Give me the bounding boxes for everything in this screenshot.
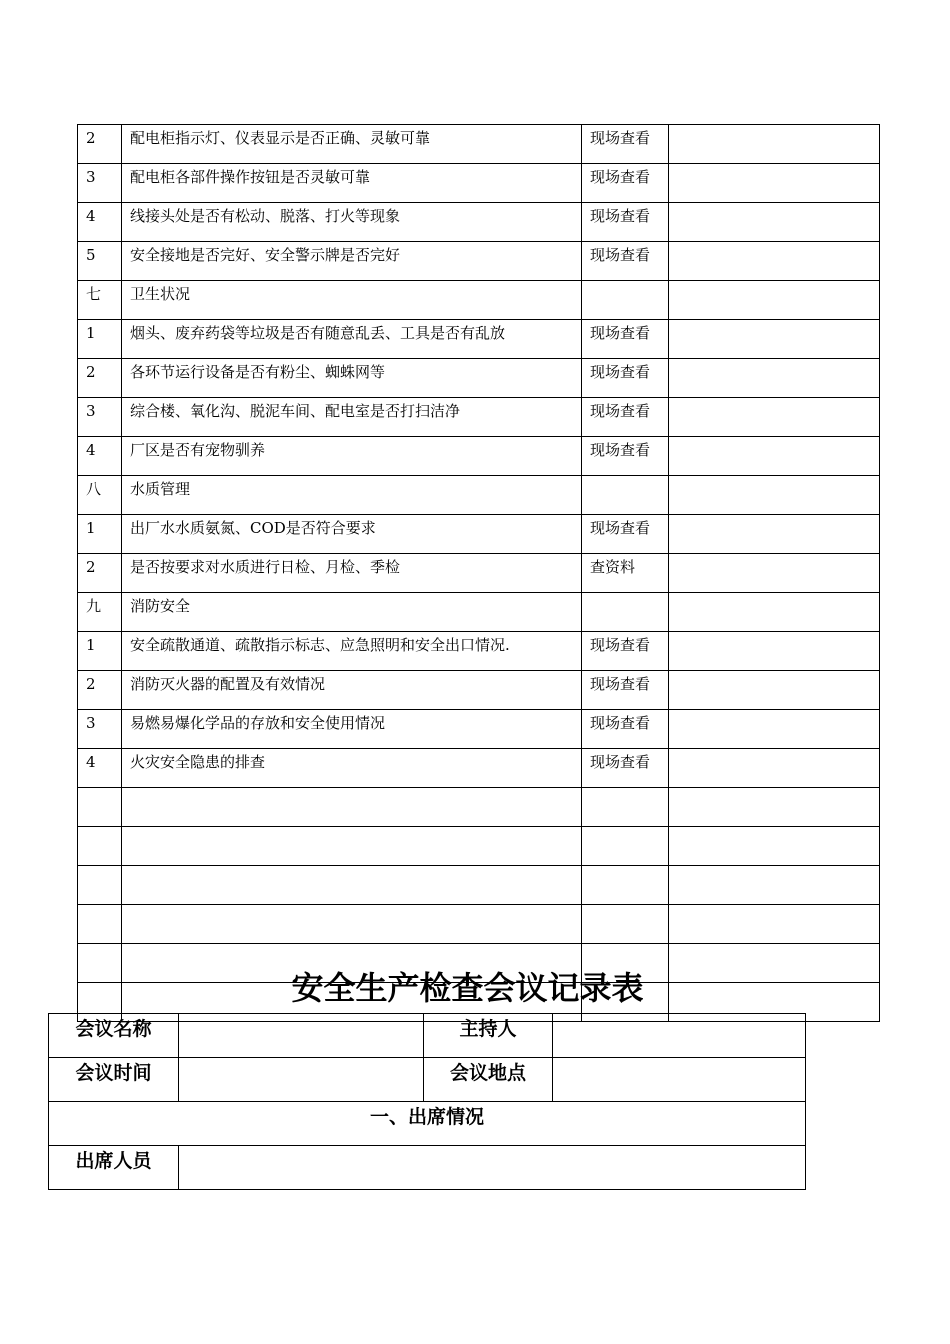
inspection-method: 现场查看: [582, 242, 669, 281]
inspection-method: 现场查看: [582, 359, 669, 398]
inspection-item: 出厂水水质氨氮、COD是否符合要求: [122, 515, 582, 554]
row-number: 3: [78, 710, 122, 749]
inspection-method: 现场查看: [582, 398, 669, 437]
meeting-row-time-place: [49, 1058, 806, 1102]
host-field[interactable]: [553, 1014, 806, 1058]
inspection-method: 现场查看: [582, 164, 669, 203]
row-number: 七: [78, 281, 122, 320]
row-number: 九: [78, 593, 122, 632]
inspection-result-cell[interactable]: [669, 905, 880, 944]
inspection-result-cell[interactable]: [669, 554, 880, 593]
inspection-item: 消防灭火器的配置及有效情况: [122, 671, 582, 710]
attendance-section-heading: 一、出席情况: [49, 1102, 806, 1146]
row-number: 3: [78, 164, 122, 203]
inspection-result-cell[interactable]: [669, 671, 880, 710]
table-row: [78, 749, 880, 788]
inspection-method: 现场查看: [582, 515, 669, 554]
table-row: [78, 788, 880, 827]
row-number: 1: [78, 632, 122, 671]
inspection-method: [582, 827, 669, 866]
inspection-result-cell[interactable]: [669, 164, 880, 203]
table-row: [78, 437, 880, 476]
row-number: 4: [78, 203, 122, 242]
checklist-body: [78, 125, 880, 1022]
meeting-name-label: 会议名称: [49, 1014, 179, 1058]
table-row: [78, 203, 880, 242]
row-number: 八: [78, 476, 122, 515]
table-row: [78, 827, 880, 866]
table-row: [78, 905, 880, 944]
inspection-method: 现场查看: [582, 710, 669, 749]
attendees-field[interactable]: [179, 1146, 806, 1190]
table-row: [78, 164, 880, 203]
inspection-item: 烟头、废弃药袋等垃圾是否有随意乱丢、工具是否有乱放: [122, 320, 582, 359]
inspection-checklist-table: [77, 124, 880, 1022]
attendees-row: [49, 1146, 806, 1190]
inspection-result-cell[interactable]: [669, 437, 880, 476]
table-row: [78, 281, 880, 320]
row-number: [78, 788, 122, 827]
inspection-item: 配电柜各部件操作按钮是否灵敏可靠: [122, 164, 582, 203]
table-row: [78, 242, 880, 281]
table-row: [78, 515, 880, 554]
inspection-method: [582, 905, 669, 944]
inspection-item: 易燃易爆化学品的存放和安全使用情况: [122, 710, 582, 749]
table-row: [78, 593, 880, 632]
inspection-item: 安全接地是否完好、安全警示牌是否完好: [122, 242, 582, 281]
inspection-item: 是否按要求对水质进行日检、月检、季检: [122, 554, 582, 593]
inspection-item: 消防安全: [122, 593, 582, 632]
inspection-method: 现场查看: [582, 203, 669, 242]
attendance-section-row: [49, 1102, 806, 1146]
inspection-result-cell[interactable]: [669, 242, 880, 281]
inspection-item: 卫生状况: [122, 281, 582, 320]
inspection-method: 现场查看: [582, 671, 669, 710]
row-number: 2: [78, 125, 122, 164]
inspection-result-cell[interactable]: [669, 710, 880, 749]
inspection-method: [582, 476, 669, 515]
inspection-item: 配电柜指示灯、仪表显示是否正确、灵敏可靠: [122, 125, 582, 164]
inspection-item: 综合楼、氧化沟、脱泥车间、配电室是否打扫洁净: [122, 398, 582, 437]
table-row: [78, 476, 880, 515]
inspection-result-cell[interactable]: [669, 476, 880, 515]
meeting-place-label: 会议地点: [424, 1058, 553, 1102]
meeting-row-name-host: [49, 1014, 806, 1058]
inspection-result-cell[interactable]: [669, 515, 880, 554]
inspection-result-cell[interactable]: [669, 398, 880, 437]
inspection-method: 查资料: [582, 554, 669, 593]
inspection-item: [122, 827, 582, 866]
table-row: [78, 359, 880, 398]
row-number: 4: [78, 749, 122, 788]
meeting-record-table: [48, 1013, 806, 1190]
row-number: 3: [78, 398, 122, 437]
inspection-result-cell[interactable]: [669, 125, 880, 164]
meeting-place-field[interactable]: [553, 1058, 806, 1102]
inspection-result-cell[interactable]: [669, 749, 880, 788]
inspection-result-cell[interactable]: [669, 866, 880, 905]
row-number: [78, 827, 122, 866]
row-number: 1: [78, 515, 122, 554]
inspection-result-cell[interactable]: [669, 593, 880, 632]
inspection-method: [582, 593, 669, 632]
row-number: [78, 905, 122, 944]
host-label: 主持人: [424, 1014, 553, 1058]
inspection-item: 线接头处是否有松动、脱落、打火等现象: [122, 203, 582, 242]
inspection-item: [122, 905, 582, 944]
table-row: [78, 671, 880, 710]
inspection-method: 现场查看: [582, 125, 669, 164]
inspection-result-cell[interactable]: [669, 788, 880, 827]
meeting-time-label: 会议时间: [49, 1058, 179, 1102]
inspection-method: 现场查看: [582, 437, 669, 476]
inspection-item: 安全疏散通道、疏散指示标志、应急照明和安全出口情况.: [122, 632, 582, 671]
table-row: [78, 632, 880, 671]
inspection-item: 厂区是否有宠物驯养: [122, 437, 582, 476]
table-row: [78, 125, 880, 164]
table-row: [78, 398, 880, 437]
row-number: 5: [78, 242, 122, 281]
inspection-result-cell[interactable]: [669, 632, 880, 671]
row-number: 2: [78, 671, 122, 710]
inspection-result-cell[interactable]: [669, 281, 880, 320]
inspection-result-cell[interactable]: [669, 359, 880, 398]
attendees-label: 出席人员: [49, 1146, 179, 1190]
meeting-name-field[interactable]: [179, 1014, 424, 1058]
inspection-item: 水质管理: [122, 476, 582, 515]
row-number: [78, 866, 122, 905]
table-row: [78, 320, 880, 359]
table-row: [78, 866, 880, 905]
inspection-result-cell[interactable]: [669, 827, 880, 866]
inspection-method: 现场查看: [582, 632, 669, 671]
inspection-method: [582, 281, 669, 320]
inspection-method: [582, 866, 669, 905]
inspection-item: 各环节运行设备是否有粉尘、蜘蛛网等: [122, 359, 582, 398]
row-number: 4: [78, 437, 122, 476]
meeting-record-title: 安全生产检查会议记录表: [291, 969, 644, 1007]
table-row: [78, 710, 880, 749]
row-number: 2: [78, 359, 122, 398]
inspection-method: 现场查看: [582, 749, 669, 788]
row-number: 1: [78, 320, 122, 359]
inspection-item: [122, 866, 582, 905]
inspection-method: [582, 788, 669, 827]
inspection-result-cell[interactable]: [669, 203, 880, 242]
inspection-item: 火灾安全隐患的排查: [122, 749, 582, 788]
inspection-item: [122, 788, 582, 827]
table-row: [78, 554, 880, 593]
meeting-time-field[interactable]: [179, 1058, 424, 1102]
row-number: 2: [78, 554, 122, 593]
inspection-result-cell[interactable]: [669, 320, 880, 359]
inspection-method: 现场查看: [582, 320, 669, 359]
